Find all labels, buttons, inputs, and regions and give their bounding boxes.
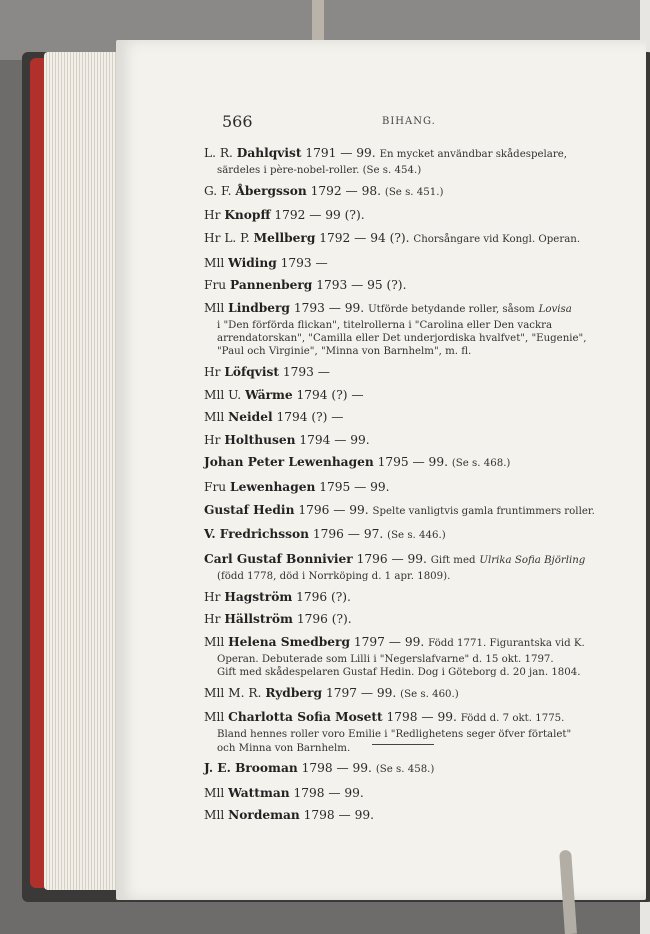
entry-name: Knopff xyxy=(224,208,271,223)
entry-continuation: "Paul och Virginie", "Minna von Barnhelm", m. fl. xyxy=(217,346,472,358)
entry-note: (Se s. 446.) xyxy=(387,530,446,542)
entry-continuation: och Minna von Barnhelm. xyxy=(217,742,351,754)
entry-name: Åbergsson xyxy=(235,183,307,198)
entry-line xyxy=(204,408,602,426)
entry-continuation: Operan. Debuterade som Lilli i "Negerslafvarne" d. 15 okt. 1797. xyxy=(217,653,554,665)
entry xyxy=(204,550,602,583)
entry xyxy=(204,276,602,294)
entry-years: 1795 — 99. xyxy=(319,479,390,494)
entry-note: (Se s. 458.) xyxy=(375,764,435,776)
entry-years: 1796 (?). xyxy=(296,612,352,627)
entry-name: Charlotta Sofia Mosett xyxy=(228,710,383,725)
entry xyxy=(204,610,602,628)
entry-name: Hällström xyxy=(224,612,293,627)
entry-note: (Se s. 468.) xyxy=(451,458,511,470)
entry xyxy=(204,501,602,521)
entry xyxy=(204,182,602,202)
entry xyxy=(204,525,602,545)
page-header xyxy=(222,112,582,134)
page-edges xyxy=(44,52,120,890)
entry-prefix: Hr xyxy=(204,612,221,627)
entry-prefix: Fru xyxy=(204,479,227,494)
entry-name: Nordeman xyxy=(228,808,300,823)
entry-name: Holthusen xyxy=(224,432,296,447)
entry-years: 1794 — 99. xyxy=(299,432,370,447)
entry xyxy=(204,684,602,704)
entry-prefix: Mll M. R. xyxy=(204,685,262,700)
entry xyxy=(204,206,602,224)
entry-line xyxy=(204,229,602,249)
entry-name: Rydberg xyxy=(265,685,323,700)
entry-note: En mycket användbar skådespelare, xyxy=(379,149,567,160)
entry xyxy=(204,784,602,802)
entry-line xyxy=(204,206,602,224)
entry-line xyxy=(204,254,602,272)
entry-continuation: Bland hennes roller voro Emilie i "Redlighetens seger öfver förtalet" xyxy=(217,729,572,741)
entry-line xyxy=(204,182,602,202)
entry-note: Gift med xyxy=(430,554,476,566)
entry-name: Helena Smedberg xyxy=(228,634,351,649)
entry-prefix: Mll xyxy=(204,255,225,270)
entry-years: 1793 — xyxy=(282,364,330,379)
entry-line xyxy=(204,633,602,653)
entry-line xyxy=(204,386,602,404)
entry-years: 1793 — 95 (?). xyxy=(316,278,407,293)
entry-line xyxy=(204,276,602,294)
entry-line xyxy=(204,525,602,545)
entry-years: 1798 — 99. xyxy=(303,808,374,823)
entry-years: 1796 — 99. xyxy=(298,502,369,517)
entry xyxy=(204,588,602,606)
entry-line xyxy=(204,784,602,802)
entry-name: Neidel xyxy=(228,410,273,425)
entry-name: Wärme xyxy=(245,387,293,402)
entry-years: 1791 — 99. xyxy=(305,146,376,160)
entry-note-italic: Ulrika Sofia Björling xyxy=(479,554,586,566)
entry xyxy=(204,708,602,754)
entry-name: Mellberg xyxy=(253,230,316,245)
entry-line xyxy=(204,806,602,824)
entry-line xyxy=(204,299,602,319)
entry-name: Lindberg xyxy=(228,300,290,315)
entry-prefix: Mll xyxy=(204,634,225,649)
entry-line xyxy=(204,144,602,164)
entry-name: Carl Gustaf Bonnivier xyxy=(204,551,353,566)
end-rule xyxy=(372,744,434,745)
entry-note: (Se s. 451.) xyxy=(384,186,444,198)
entry xyxy=(204,144,602,177)
entry-prefix: Fru xyxy=(204,278,227,293)
entry-years: 1794 (?) — xyxy=(296,387,364,402)
entry-years: 1793 — xyxy=(280,255,328,270)
entry-line xyxy=(204,684,602,704)
entry-note: Spelte vanligtvis gamla fruntimmers roller. xyxy=(372,505,595,517)
entry xyxy=(204,806,602,824)
entry-line xyxy=(204,588,602,606)
entry-note: (Se s. 460.) xyxy=(400,688,459,700)
entry-line xyxy=(204,363,602,381)
entry xyxy=(204,386,602,404)
entry-name: Pannenberg xyxy=(230,278,313,293)
entry-name: Wattman xyxy=(228,785,290,800)
entry-name: Widing xyxy=(228,255,277,270)
entry-prefix: Mll xyxy=(204,410,225,425)
entry-line xyxy=(204,708,602,728)
entry-prefix: L. R. xyxy=(204,146,233,160)
entry-note: Chorsångare vid Kongl. Operan. xyxy=(413,233,581,245)
entry-line xyxy=(204,759,602,779)
entry-note-italic: Lovisa xyxy=(538,303,572,315)
entry-years: 1793 — 99. xyxy=(293,300,365,315)
entry-continuation: arrendatorskan", "Camilla eller Det underjordiska hvalfvet", "Eugenie", xyxy=(217,332,587,344)
entry-years: 1795 — 99. xyxy=(377,455,448,470)
entry xyxy=(204,254,602,272)
entry-name: Dahlqvist xyxy=(236,146,302,160)
entry-years: 1792 — 98. xyxy=(310,183,381,198)
entry-prefix: Hr xyxy=(204,208,221,223)
entry-years: 1792 — 94 (?). xyxy=(319,230,410,245)
entry-note: Utförde betydande roller, såsom xyxy=(368,303,535,315)
entry-note: Född 1771. Figurantska vid K. xyxy=(428,637,585,649)
entry-years: 1796 — 99. xyxy=(356,551,427,566)
entry-line xyxy=(204,478,602,496)
entry xyxy=(204,299,602,359)
entry-prefix: Hr L. P. xyxy=(204,230,250,245)
entry-prefix: Hr xyxy=(204,364,221,379)
entry-years: 1797 — 99. xyxy=(325,685,397,700)
entry-years: 1796 — 97. xyxy=(312,527,384,542)
entry-line xyxy=(204,610,602,628)
entry-prefix: Hr xyxy=(204,589,221,604)
entry xyxy=(204,759,602,779)
entry-name: Löfqvist xyxy=(224,364,280,379)
page-number: 566 xyxy=(222,112,253,131)
entry-name: Johan Peter Lewenhagen xyxy=(204,455,374,470)
entry-line xyxy=(204,501,602,521)
entry-name: Lewenhagen xyxy=(230,479,316,494)
entry-continuation: Gift med skådespelaren Gustaf Hedin. Dog i Göteborg d. 20 jan. 1804. xyxy=(217,666,581,678)
entry-years: 1792 — 99 (?). xyxy=(274,208,365,223)
entry-continuation: särdeles i père-nobel-roller. (Se s. 454.) xyxy=(217,165,422,176)
entry-line xyxy=(204,453,602,473)
entry-years: 1798 — 99. xyxy=(386,710,457,725)
entry-line xyxy=(204,550,602,570)
entry xyxy=(204,431,602,449)
entry-prefix: Mll xyxy=(204,300,225,315)
entry-name: J. E. Brooman xyxy=(204,761,298,776)
entry xyxy=(204,478,602,496)
entry-years: 1797 — 99. xyxy=(353,634,425,649)
entry-prefix: Mll xyxy=(204,785,225,800)
entry-name: Hagström xyxy=(224,589,293,604)
entry-name: Gustaf Hedin xyxy=(204,502,295,517)
entry-years: 1798 — 99. xyxy=(301,761,372,776)
entry-prefix: Mll U. xyxy=(204,387,242,402)
entry-years: 1798 — 99. xyxy=(293,785,364,800)
entry-prefix: Mll xyxy=(204,808,225,823)
entry-name: V. Fredrichsson xyxy=(204,527,309,542)
entry-line xyxy=(204,431,602,449)
entry xyxy=(204,363,602,381)
entry-continuation: (född 1778, död i Norrköping d. 1 apr. 1809). xyxy=(217,570,451,582)
entry-note: Född d. 7 okt. 1775. xyxy=(460,713,565,725)
entry xyxy=(204,453,602,473)
entry-years: 1796 (?). xyxy=(296,589,351,604)
entry-prefix: Hr xyxy=(204,432,221,447)
entry-prefix: G. F. xyxy=(204,183,232,198)
entry-list xyxy=(204,144,602,829)
entry xyxy=(204,408,602,426)
entry-continuation: i "Den förförda flickan", titelrollerna i "Carolina eller Den vackra xyxy=(217,319,553,331)
entry xyxy=(204,229,602,249)
entry-prefix: Mll xyxy=(204,710,225,725)
running-head: BIHANG. xyxy=(382,116,436,127)
entry-years: 1794 (?) — xyxy=(276,410,344,425)
entry xyxy=(204,633,602,679)
